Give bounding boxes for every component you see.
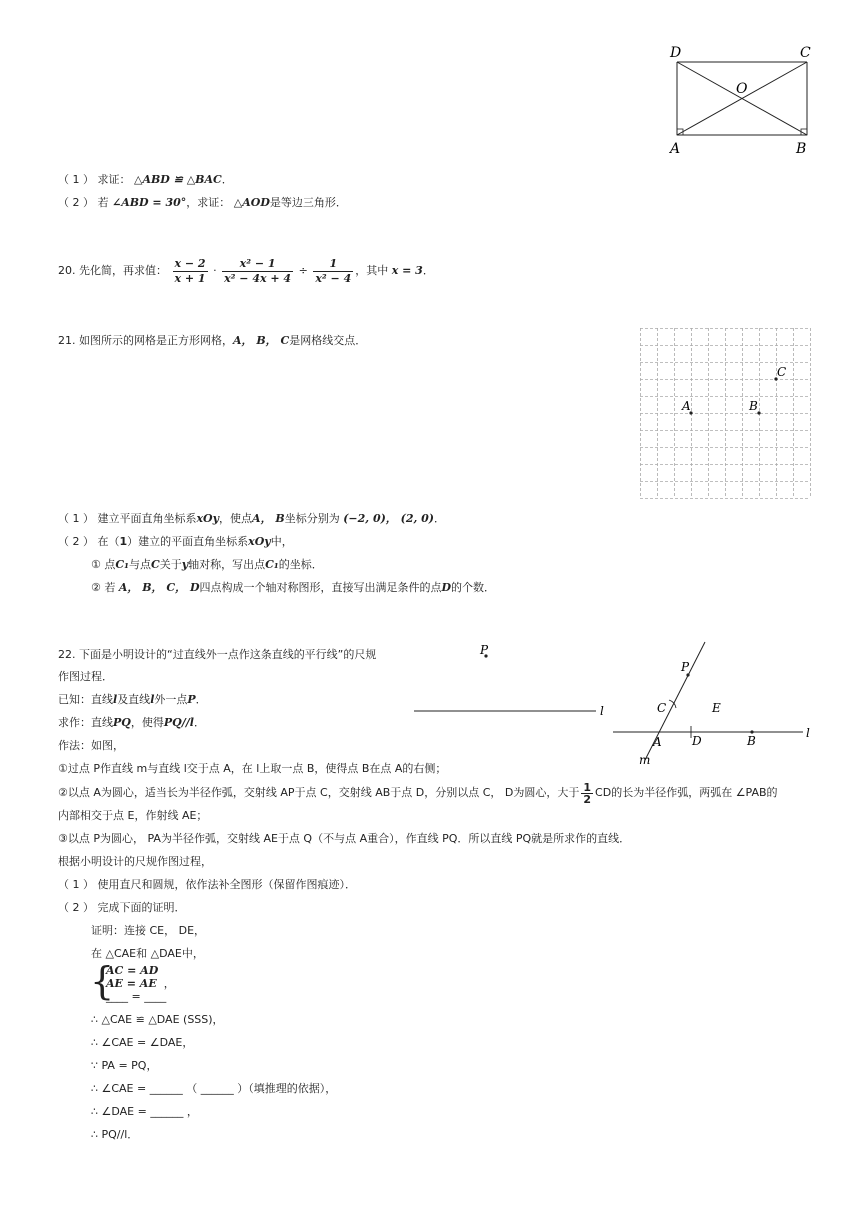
q20-fraction-1: $\frac{x - 2}{x + 1}$ (174, 256, 206, 285)
q22-part2: （ 2 ） 完成下面的证明． (58, 901, 186, 914)
q22-method: 作法：如图， (58, 739, 124, 752)
q19-label-d: D (670, 45, 682, 61)
q22-right-label-d: D (692, 734, 702, 748)
q20-question: 20. 先化简，再求值： $\frac{x - 2}{x + 1}$ · $\frac{\text{x² − 1}}{\text{x² − 4x + 4}}$ ÷ $\frac{1}{\text{x² − 4}}$ ，其中 x = 3． (58, 256, 434, 285)
q22-proof-2: ∴ △CAE ≌ △DAE (SSS)， (91, 1013, 224, 1026)
q20-fraction-2: $\frac{\text{x² − 1}}{\text{x² − 4x + 4}}$ (224, 256, 292, 285)
q22-required: 求作：直线PQ，使得PQ//l． (58, 716, 205, 729)
q21-label-c: C (777, 365, 787, 379)
q19-figure (665, 40, 815, 160)
q22-system-2: AE = AE ， (106, 977, 175, 990)
q22-right-label-l: l (806, 726, 810, 740)
q22-right-label-b: B (747, 734, 756, 748)
q22-proof-5: ∴ ∠CAE = ______ （ ______ ）（填推理的依据）， (91, 1082, 337, 1095)
q21-grid (640, 328, 812, 500)
q19-label-c: C (800, 45, 811, 61)
q22-proof-0: 证明：连接 CE， DE， (91, 924, 206, 937)
q22-step2-cont: 内部相交于点 E，作射线 AE； (58, 809, 208, 822)
q22-fraction-half: $\frac{1}{2}$ (583, 780, 592, 806)
q21-stem: 21. 如图所示的网格是正方形网格，A， B， C是网格线交点． (58, 334, 367, 347)
q19-label-b: B (796, 141, 807, 157)
q22-stem-line2: 作图过程． (58, 670, 113, 683)
q22-basis: 根据小明设计的尺规作图过程， (58, 855, 212, 868)
q22-right-label-p: P (681, 660, 690, 674)
q21-label-b: B (749, 399, 758, 413)
q19-label-o: O (736, 81, 748, 97)
q19-part1: （ 1 ） 求证： △ABD ≌ △BAC． (58, 173, 233, 186)
q22-proof-6: ∴ ∠DAE = ______ ， (91, 1105, 198, 1118)
q22-step1: ①过点 P作直线 m与直线 l交于点 A，在 l上取一点 B，使得点 B在点 A的右侧； (58, 762, 447, 775)
q22-step2: ②以点 A为圆心，适当长为半径作弧，交射线 AP于点 C，交射线 AB于点 D，分别以点 C， D为圆心，大于 $\frac{1}{2}$ CD的长为半径作弧，两弧在 ∠PAB的 (58, 780, 778, 806)
q22-known: 已知：直线l及直线l外一点P． (58, 693, 207, 706)
q22-proof-4: ∵ PA = PQ， (91, 1059, 158, 1072)
q22-proof-7: ∴ PQ//l． (91, 1128, 139, 1141)
q21-label-a: A (682, 399, 691, 413)
q22-proof-1: 在 △CAE和 △DAE中， (91, 947, 204, 960)
q19-label-a: A (670, 141, 681, 157)
q22-system-1: AC = AD (106, 964, 159, 977)
q21-sub1: ① 点C₁与点C关于y轴对称，写出点C₁的坐标． (91, 558, 323, 571)
q22-right-label-c: C (657, 701, 667, 715)
q19-part2: （ 2 ） 若 ∠ABD = 30°，求证： △AOD是等边三角形． (58, 196, 347, 209)
q22-system-brace: { (90, 959, 115, 1003)
q22-right-label-e: E (712, 701, 721, 715)
q21-sub2: ② 若 A， B， C， D四点构成一个轴对称图形，直接写出满足条件的点D的个数． (91, 581, 496, 594)
q22-proof-3: ∴ ∠CAE = ∠DAE， (91, 1036, 194, 1049)
q22-right-label-a: A (653, 735, 662, 749)
q22-figure-construction (605, 640, 820, 770)
q22-left-label-p: P (480, 643, 489, 657)
q22-left-label-l: l (600, 704, 604, 718)
q22-part1: （ 1 ） 使用直尺和圆规，依作法补全图形（保留作图痕迹）． (58, 878, 356, 891)
q22-step3: ③以点 P为圆心， PA为半径作弧，交射线 AE于点 Q（不与点 A重合），作直线 PQ．所以直线 PQ就是所求作的直线． (58, 832, 631, 845)
q22-right-label-m: m (639, 753, 651, 767)
q22-system-3: ____ = ____ (106, 990, 167, 1003)
q21-part2: （ 2 ） 在（1）建立的平面直角坐标系xOy中， (58, 535, 293, 548)
q22-stem-line1: 22. 下面是小明设计的“过直线外一点作这条直线的平行线”的尺规 (58, 648, 377, 661)
q20-fraction-3: $\frac{1}{\text{x² − 4}}$ (315, 256, 352, 285)
q21-part1: （ 1 ） 建立平面直角坐标系xOy，使点A， B坐标分别为 (−2, 0)， (2, 0)． (58, 512, 446, 525)
q22-figure-given (410, 638, 610, 728)
